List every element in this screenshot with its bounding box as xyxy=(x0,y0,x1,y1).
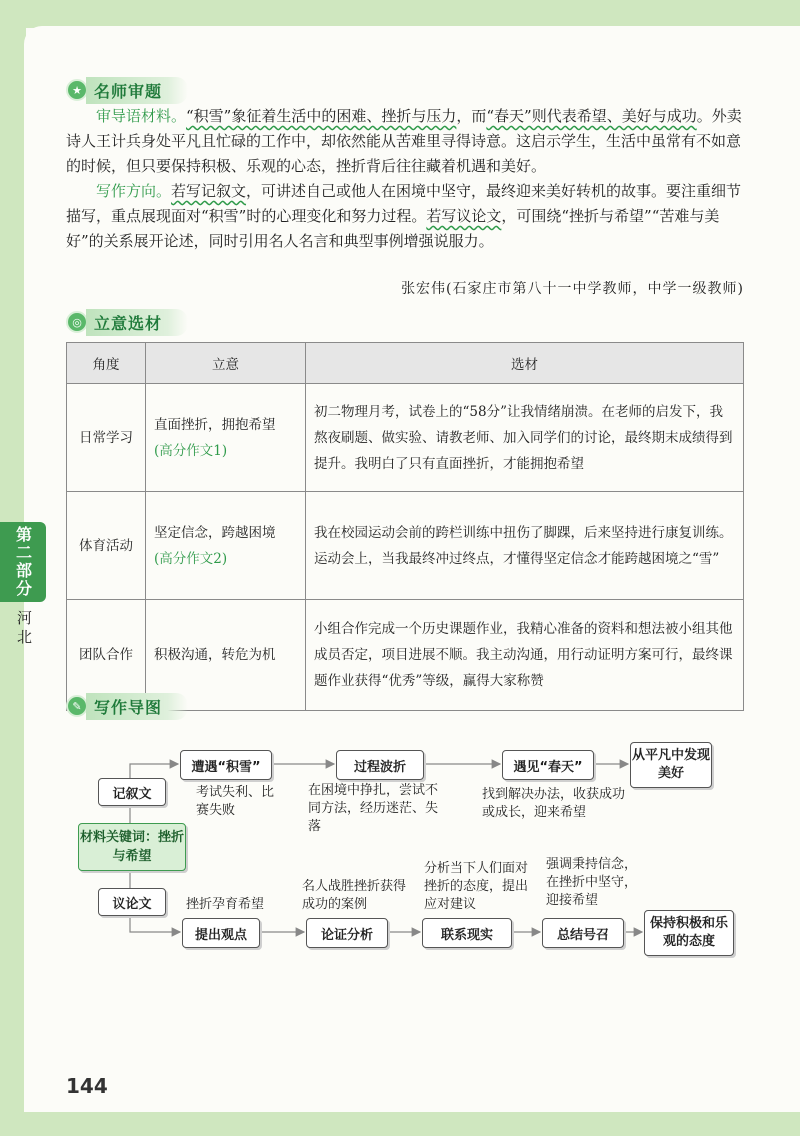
essay-reference: (高分作文2) xyxy=(154,550,228,567)
section-title: 名师审题 xyxy=(86,77,188,104)
section-title: 写作导图 xyxy=(86,693,188,720)
author-signature: 张宏伟(石家庄市第八十一中学教师，中学一级教师) xyxy=(401,281,744,297)
header-material: 选材 xyxy=(306,343,744,384)
cell-material: 小组合作完成一个历史课题作业，我精心准备的资料和想法被小组其他成员否定，项目进展不顺。我主动沟通，用行动证明方案可行，最终课题作业获得“优秀”等级，赢得大家称赞 xyxy=(306,600,744,711)
connector-line xyxy=(130,914,180,932)
note-exam-failure: 考试失利、比赛失败 xyxy=(196,785,275,818)
section-title: 立意选材 xyxy=(86,309,188,336)
narrative-node: 记叙文 xyxy=(98,778,166,806)
step-stay-positive: 保持积极和乐观的态度 xyxy=(644,910,734,956)
lightbulb-icon: ◎ xyxy=(66,311,88,333)
cell-angle: 体育活动 xyxy=(67,492,146,600)
header-idea: 立意 xyxy=(146,343,306,384)
step-connect-reality: 联系现实 xyxy=(422,918,512,948)
step-propose-view: 提出观点 xyxy=(182,918,260,948)
note-solution: 找到解决办法，收获成功或成长，迎来希望 xyxy=(482,787,626,820)
step-encounter-snow: 遭遇“积雪” xyxy=(180,750,272,780)
note-struggle: 在困境中挣扎，尝试不同方法，经历迷茫、失落 xyxy=(308,783,439,834)
note-cases: 名人战胜挫折获得成功的案例 xyxy=(302,879,407,912)
note-hope: 挫折孕育希望 xyxy=(186,897,265,912)
step-meet-spring: 遇见“春天” xyxy=(502,750,594,780)
star-icon: ★ xyxy=(66,79,88,101)
argument-node: 议论文 xyxy=(98,888,166,916)
paragraph-material: 审导语材料。“积雪”象征着生活中的困难、挫折与压力，而“春天”则代表希望、美好与成功。外卖诗人王计兵身处平凡且忙碌的工作中，却依然能从苦难里寻得诗意。这启示学生，生活中虽常有不如意的时候，但只要保持积极、乐观的心态，挫折背后往往藏着机遇和美好。 xyxy=(66,107,742,175)
page-number: 144 xyxy=(66,1074,108,1098)
cell-material: 我在校园运动会前的跨栏训练中扭伤了脚踝，后来坚持进行康复训练。运动会上，当我最终冲过终点，才懂得坚定信念才能跨越困境之“雪” xyxy=(306,492,744,600)
cell-idea: 直面挫折，拥抱希望 (高分作文1) xyxy=(146,384,306,492)
note-summary: 强调秉持信念，在挫折中坚守，迎接希望 xyxy=(546,857,638,908)
cell-angle: 团队合作 xyxy=(67,600,146,711)
cell-idea: 积极沟通，转危为机 xyxy=(146,600,306,711)
region-label: 河北 xyxy=(15,610,33,648)
step-find-beauty: 从平凡中发现美好 xyxy=(630,742,712,788)
paragraph-direction: 写作方向。若写记叙文，可讲述自己或他人在困境中坚守，最终迎来美好转机的故事。要注重细节描写，重点展现面对“积雪”时的心理变化和努力过程。若写议论文，可围绕“挫折与希望”“苦难与美好”的关系展开论述，同时引用名人名言和典型事例增强说服力。 xyxy=(66,182,742,250)
keyword-node: 材料关键词：挫折与希望 xyxy=(78,823,186,871)
part-tab: 第二部分 xyxy=(0,522,46,602)
cell-idea: 坚定信念，跨越困境 (高分作文2) xyxy=(146,492,306,600)
step-argue: 论证分析 xyxy=(306,918,388,948)
note-reality: 分析当下人们面对挫折的态度，提出应对建议 xyxy=(424,861,529,912)
step-call-to-action: 总结号召 xyxy=(542,918,624,948)
essay-reference: (高分作文1) xyxy=(154,442,228,459)
header-angle: 角度 xyxy=(67,343,146,384)
cell-angle: 日常学习 xyxy=(67,384,146,492)
pen-icon: ✎ xyxy=(66,695,88,717)
cell-material: 初二物理月考，试卷上的“58分”让我情绪崩溃。在老师的启发下，我熬夜刷题、做实验、请教老师、加入同学们的讨论，最终期末成绩得到提升。我明白了只有直面挫折，才能拥抱希望 xyxy=(306,384,744,492)
step-setbacks: 过程波折 xyxy=(336,750,424,780)
